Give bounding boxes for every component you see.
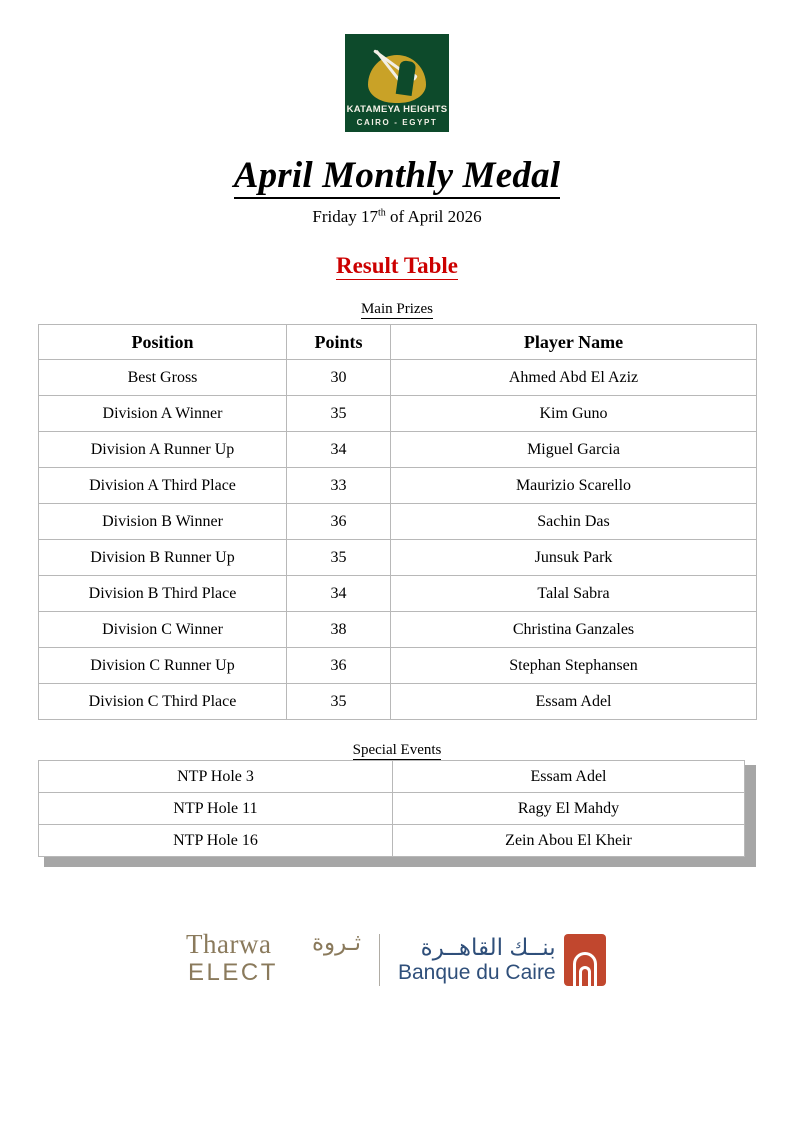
column-header-player-name: Player Name	[391, 325, 757, 360]
result-table-heading	[0, 253, 794, 279]
table-row	[39, 360, 757, 396]
special-events-label	[0, 742, 794, 759]
cell-points: 36	[287, 648, 391, 684]
cell-player: Kim Guno	[391, 396, 757, 432]
column-header-position: Position	[39, 325, 287, 360]
banque-du-caire-mark-icon	[564, 934, 606, 986]
page-title	[0, 154, 794, 197]
cell-points: 35	[287, 684, 391, 720]
cell-position: Division B Third Place	[39, 576, 287, 612]
cell-player: Maurizio Scarello	[391, 468, 757, 504]
tharwa-arabic-wordmark: ثـروة	[312, 929, 361, 955]
cell-event: NTP Hole 11	[39, 793, 393, 825]
table-row	[39, 684, 757, 720]
cell-position: Division C Third Place	[39, 684, 287, 720]
logo-location: CAIRO - EGYPT	[356, 118, 438, 127]
table-row	[39, 468, 757, 504]
banque-du-caire-text	[398, 935, 556, 984]
cell-position: Division B Runner Up	[39, 540, 287, 576]
cell-player: Essam Adel	[391, 684, 757, 720]
cell-player: Sachin Das	[391, 504, 757, 540]
cell-player: Essam Adel	[393, 761, 745, 793]
cell-event: NTP Hole 3	[39, 761, 393, 793]
table-row	[39, 432, 757, 468]
cell-position: Division A Third Place	[39, 468, 287, 504]
main-prizes-table-container	[0, 324, 794, 720]
table-row	[39, 396, 757, 432]
cell-points: 34	[287, 576, 391, 612]
cell-points: 35	[287, 396, 391, 432]
main-prizes-label-text: Main Prizes	[360, 301, 434, 317]
event-date	[0, 207, 794, 227]
main-prizes-label	[0, 301, 794, 318]
cell-player: Stephan Stephansen	[391, 648, 757, 684]
column-header-points: Points	[287, 325, 391, 360]
table-row	[39, 576, 757, 612]
tharwa-elect-logo-icon	[186, 925, 361, 995]
special-events-table	[38, 760, 745, 857]
cell-points: 36	[287, 504, 391, 540]
sponsor-footer	[0, 925, 794, 995]
cell-player: Ragy El Mahdy	[393, 793, 745, 825]
event-date-ordinal: th	[378, 207, 386, 219]
tharwa-wordmark: Tharwa	[186, 929, 272, 959]
cell-position: Division A Winner	[39, 396, 287, 432]
special-events-label-text: Special Events	[352, 742, 442, 758]
cell-points: 34	[287, 432, 391, 468]
special-events-table-container	[0, 765, 794, 867]
cell-player: Zein Abou El Kheir	[393, 825, 745, 857]
cell-position: Best Gross	[39, 360, 287, 396]
banque-du-caire-logo-icon	[398, 925, 608, 995]
table-row	[39, 825, 745, 857]
cell-player: Junsuk Park	[391, 540, 757, 576]
table-row	[39, 648, 757, 684]
cell-position: Division B Winner	[39, 504, 287, 540]
banque-du-caire-french: Banque du Caire	[398, 960, 556, 984]
special-events-shadow	[44, 765, 756, 867]
logo-container	[0, 0, 794, 132]
cell-player: Miguel Garcia	[391, 432, 757, 468]
page-title-text: April Monthly Medal	[234, 155, 561, 199]
elect-wordmark: ELECT	[188, 959, 278, 986]
logo-club-name: KATAMEYA HEIGHTS	[346, 104, 448, 115]
arch-inner-shape	[579, 966, 591, 986]
cell-event: NTP Hole 16	[39, 825, 393, 857]
sponsor-divider	[379, 934, 380, 986]
result-table-heading-text: Result Table	[335, 253, 459, 278]
table-row	[39, 540, 757, 576]
cell-player: Christina Ganzales	[391, 612, 757, 648]
event-date-suffix: of April 2026	[385, 207, 482, 226]
cell-position: Division C Winner	[39, 612, 287, 648]
table-row	[39, 612, 757, 648]
cell-position: Division A Runner Up	[39, 432, 287, 468]
event-date-prefix: Friday 17	[312, 207, 378, 226]
banque-du-caire-arabic: بنــك القاهــرة	[420, 934, 556, 961]
cell-points: 30	[287, 360, 391, 396]
cell-points: 35	[287, 540, 391, 576]
cell-position: Division C Runner Up	[39, 648, 287, 684]
main-prizes-table	[38, 324, 757, 720]
table-header-row	[39, 325, 757, 360]
cell-points: 38	[287, 612, 391, 648]
table-row	[39, 761, 745, 793]
table-row	[39, 504, 757, 540]
cell-points: 33	[287, 468, 391, 504]
katameya-heights-logo-icon	[345, 34, 449, 132]
table-row	[39, 793, 745, 825]
cell-player: Ahmed Abd El Aziz	[391, 360, 757, 396]
cell-player: Talal Sabra	[391, 576, 757, 612]
